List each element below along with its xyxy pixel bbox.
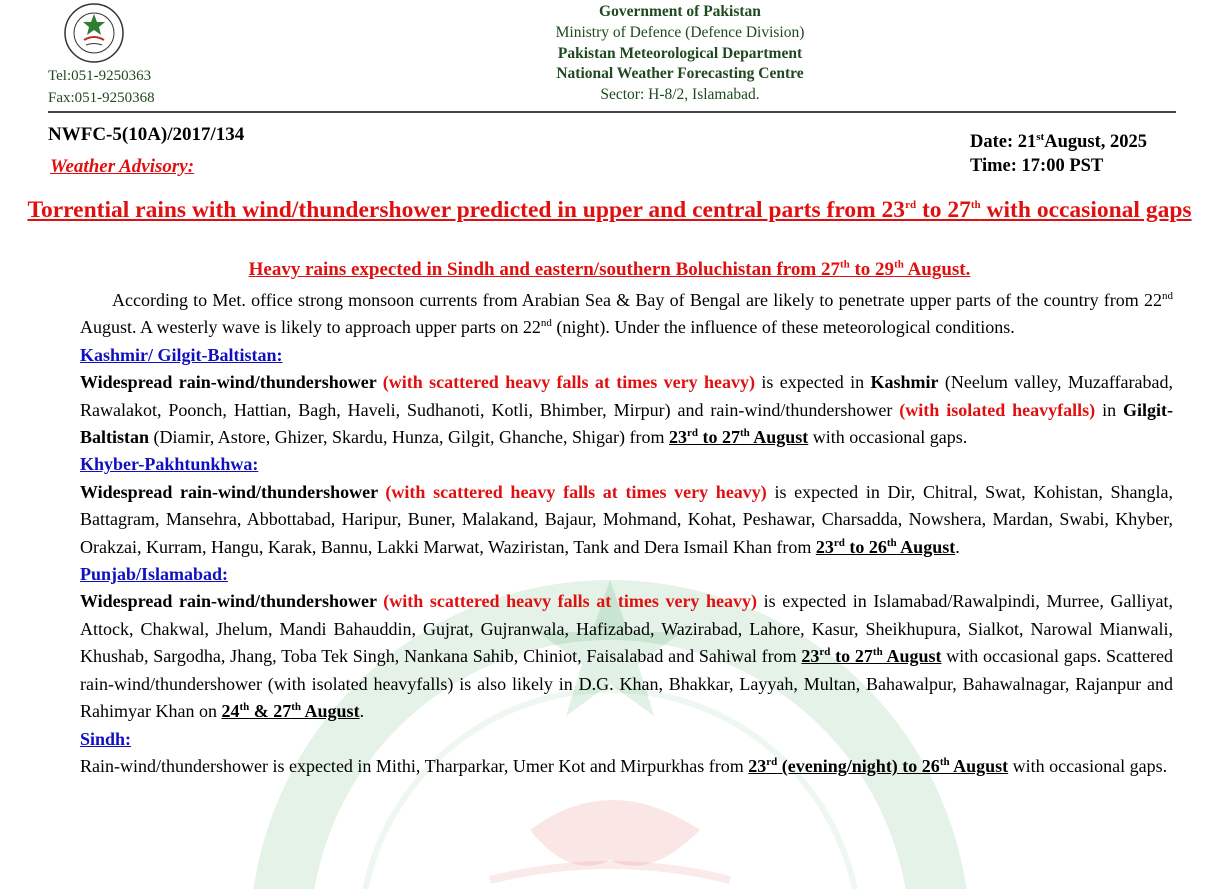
advisory-label: Weather Advisory: bbox=[50, 156, 195, 177]
date-time-block bbox=[970, 130, 1147, 178]
issue-time: Time: 17:00 PST bbox=[970, 156, 1104, 176]
intro-paragraph: According to Met. office strong monsoon currents from Arabian Sea & Bay of Bengal are likely to penetrate upper parts of the country from 22nd August. A westerly wave is likely to approach upper parts on 22nd (night). Under the influence of these meteorological conditions. bbox=[80, 290, 1173, 338]
letterhead-line-ministry: Ministry of Defence (Defence Division) bbox=[555, 23, 805, 41]
headline: Torrential rains with wind/thundershower predicted in upper and central parts from 23rd to 27th with occasional gaps bbox=[27, 197, 1192, 223]
reference-number: NWFC-5(10A)/2017/134 bbox=[48, 124, 245, 145]
section-text-punjab: Widespread rain-wind/thundershower (with scattered heavy falls at times very heavy) is expected in Islamabad/Rawalpindi, Murree, Galliyat, Attock, Chakwal, Jhelum, Mandi Bahauddin, Gujrat, Gujranwala, Hafizabad, Wazirabad, Lahore, Kasur, Sheikhupura, Sialkot, Narowal Mianwali, Khushab, Sargodha, Jhang, Toba Tek Singh, Nankana Sahib, Chiniot, Faisalabad and Sahiwal from 23rd to 27th August with occasional gaps. Scattered rain-wind/thundershower (with isolated heavyfalls) is also likely in D.G. Khan, Bhakkar, Layyah, Multan, Bahawalpur, Bahawalnagar, Rajanpur and Rahimyar Khan on 24th & 27th August. bbox=[80, 591, 1173, 722]
tel-number: Tel:051-9250363 bbox=[48, 68, 152, 84]
date-range-punjab: 23rd to 27th August bbox=[801, 646, 942, 667]
section-title-kashmir: Kashmir/ Gilgit-Baltistan: bbox=[80, 344, 283, 365]
issue-date: Date: 21stAugust, 2025 bbox=[970, 130, 1148, 152]
fax-number: Fax:051-9250368 bbox=[48, 90, 155, 106]
date-range-punjab-south: 24th & 27th August bbox=[221, 701, 360, 722]
date-range-sindh: 23rd (evening/night) to 26th August bbox=[748, 755, 1009, 776]
letterhead-line-government: Government of Pakistan bbox=[599, 3, 761, 20]
section-text-kp: Widespread rain-wind/thundershower (with scattered heavy falls at times very heavy) is expected in Dir, Chitral, Swat, Kohistan, Shangla, Battagram, Mansehra, Abbottabad, Haripur, Buner, Malakand, Bajaur, Mohmand, Kohat, Peshawar, Charsadda, Nowshera, Mardan, Swabi, Khyber, Orakzai, Kurram, Hangu, Karak, Bannu, Lakki Marwat, Waziristan, Tank and Dera Ismail Khan from 23rd to 26th August. bbox=[80, 481, 1173, 557]
section-text-sindh: Rain-wind/thundershower is expected in Mithi, Tharparkar, Umer Kot and Mirpurkhas from 23rd (evening/night) to 26th August with occasional gaps. bbox=[80, 755, 1168, 776]
section-title-punjab: Punjab/Islamabad: bbox=[80, 564, 229, 585]
sub-headline: Heavy rains expected in Sindh and eastern/southern Boluchistan from 27th to 29th August. bbox=[248, 258, 971, 280]
advisory-body bbox=[80, 287, 1173, 780]
letterhead-line-department: Pakistan Meteorological Department bbox=[557, 44, 803, 62]
section-text-kashmir: Widespread rain-wind/thundershower (with scattered heavy falls at times very heavy) is expected in Kashmir (Neelum valley, Muzaffarabad, Rawalakot, Poonch, Hattian, Bagh, Haveli, Sudhanoti, Kotli, Bhimber, Mirpur) and rain-wind/thundershower (with isolated heavyfalls) in Gilgit-Baltistan (Diamir, Astore, Ghizer, Skardu, Hunza, Gilgit, Ghanche, Shigar) from 23rd to 27th August with occasional gaps. bbox=[80, 372, 1173, 448]
section-title-sindh: Sindh: bbox=[80, 728, 132, 749]
letterhead-line-centre: National Weather Forecasting Centre bbox=[556, 65, 804, 83]
header-divider bbox=[48, 111, 1176, 113]
section-title-kp: Khyber-Pakhtunkhwa: bbox=[80, 454, 259, 475]
letterhead bbox=[480, 2, 880, 106]
pmd-logo-icon bbox=[56, 2, 132, 64]
date-range-kashmir: 23rd to 27th August bbox=[668, 427, 809, 448]
date-range-kp: 23rd to 26th August bbox=[815, 536, 956, 557]
letterhead-line-address: Sector: H-8/2, Islamabad. bbox=[600, 86, 760, 104]
